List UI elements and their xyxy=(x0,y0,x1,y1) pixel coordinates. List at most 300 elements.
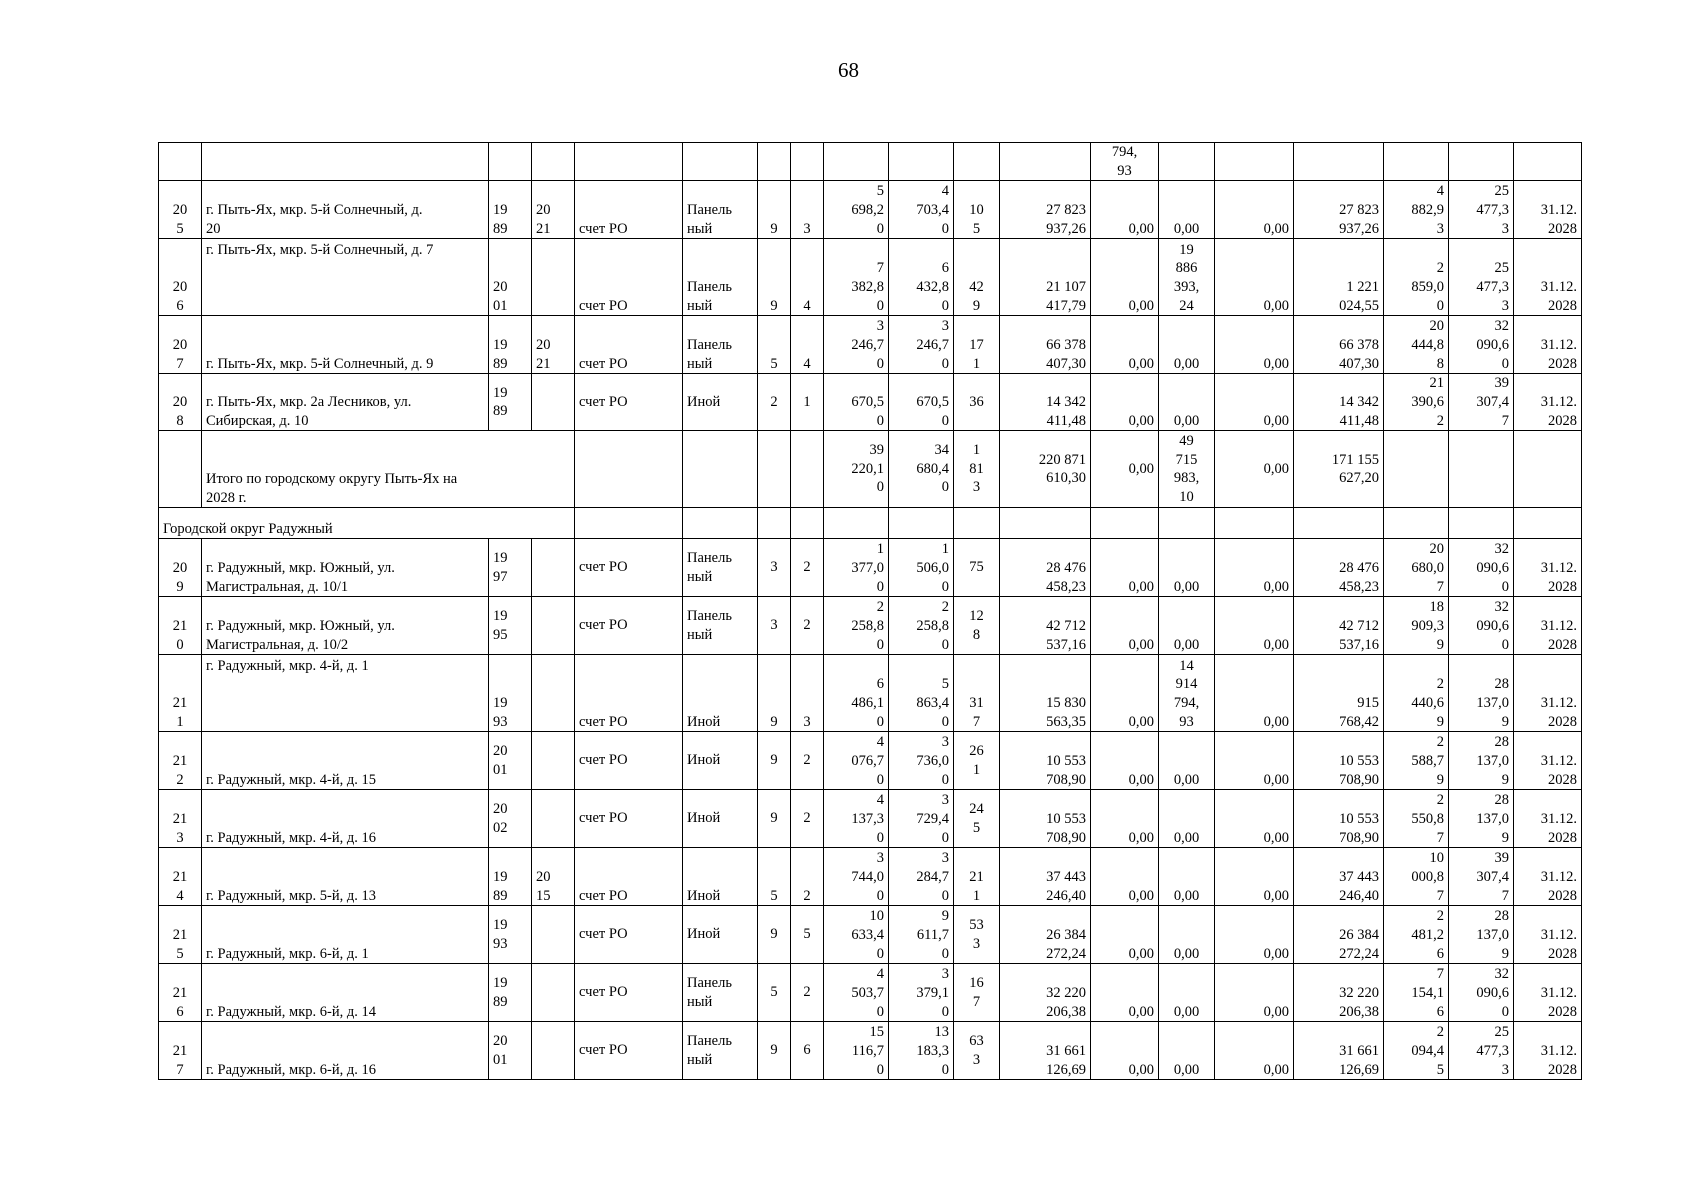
program-table xyxy=(158,142,1582,1080)
fund-source: счет РО xyxy=(575,181,683,239)
row-number: 20 5 xyxy=(159,181,202,239)
fund-source: счет РО xyxy=(575,790,683,848)
floors: 9 xyxy=(758,1022,791,1080)
cost-fund3: 0,00 xyxy=(1215,181,1294,239)
cost-fund1: 0,00 xyxy=(1091,1022,1159,1080)
residents: 17 1 xyxy=(954,316,1000,374)
table-row xyxy=(159,316,1582,374)
table-row xyxy=(159,143,1582,181)
fund-source: счет РО xyxy=(575,906,683,964)
completion-date: 31.12. 2028 xyxy=(1514,239,1582,316)
cost-fund1: 0,00 xyxy=(1091,316,1159,374)
unit-cost-limit: 28 137,0 9 xyxy=(1449,906,1514,964)
unit-cost: 4 882,9 3 xyxy=(1384,181,1449,239)
cost-fund3: 0,00 xyxy=(1215,906,1294,964)
fund-source: счет РО xyxy=(575,732,683,790)
year-built: 19 95 xyxy=(489,597,532,655)
cost-fund2: 0,00 xyxy=(1159,790,1215,848)
entrances: 2 xyxy=(791,848,824,906)
unit-cost-limit: 28 137,0 9 xyxy=(1449,655,1514,732)
empty-cell xyxy=(575,508,683,539)
row-number: 21 4 xyxy=(159,848,202,906)
fund-source: счет РО xyxy=(575,239,683,316)
total-cost: 21 107 417,79 xyxy=(1000,239,1091,316)
empty-cell xyxy=(1294,143,1384,181)
address-cell: г. Радужный, мкр. 6-й, д. 16 xyxy=(202,1022,489,1080)
residents: 12 8 xyxy=(954,597,1000,655)
residents: 16 7 xyxy=(954,964,1000,1022)
year-overhaul xyxy=(532,374,575,431)
row-number: 21 5 xyxy=(159,906,202,964)
entrances: 2 xyxy=(791,597,824,655)
empty-cell xyxy=(1449,508,1514,539)
cost-owners: 28 476 458,23 xyxy=(1294,539,1384,597)
year-built: 20 02 xyxy=(489,790,532,848)
total-area: 670,5 0 xyxy=(824,374,889,431)
wall-material: Иной xyxy=(683,374,758,431)
wall-material: Панель ный xyxy=(683,539,758,597)
empty-cell xyxy=(683,508,758,539)
table-row xyxy=(159,732,1582,790)
living-area: 3 284,7 0 xyxy=(889,848,954,906)
living-area: 13 183,3 0 xyxy=(889,1022,954,1080)
year-overhaul xyxy=(532,906,575,964)
unit-cost-limit: 28 137,0 9 xyxy=(1449,790,1514,848)
living-area: 4 703,4 0 xyxy=(889,181,954,239)
row-number: 20 7 xyxy=(159,316,202,374)
empty-cell xyxy=(1384,508,1449,539)
cost-fund1: 0,00 xyxy=(1091,374,1159,431)
floors: 5 xyxy=(758,316,791,374)
floors: 3 xyxy=(758,539,791,597)
year-overhaul xyxy=(532,539,575,597)
cost-fund2: 0,00 xyxy=(1159,539,1215,597)
year-overhaul: 20 21 xyxy=(532,181,575,239)
unit-cost-limit: 32 090,6 0 xyxy=(1449,316,1514,374)
total-area: 5 698,2 0 xyxy=(824,181,889,239)
fund-source: счет РО xyxy=(575,597,683,655)
residents: 31 7 xyxy=(954,655,1000,732)
table-row xyxy=(159,655,1582,732)
completion-date: 31.12. 2028 xyxy=(1514,655,1582,732)
wall-material: Панель ный xyxy=(683,964,758,1022)
wall-material: Иной xyxy=(683,906,758,964)
cost-owners: 66 378 407,30 xyxy=(1294,316,1384,374)
floors: 9 xyxy=(758,655,791,732)
cost-owners: 31 661 126,69 xyxy=(1294,1022,1384,1080)
cost-fund2: 0,00 xyxy=(1159,374,1215,431)
cell-cost-fund2: 794, 93 xyxy=(1091,143,1159,181)
living-area: 3 729,4 0 xyxy=(889,790,954,848)
entrances: 2 xyxy=(791,964,824,1022)
unit-cost: 2 094,4 5 xyxy=(1384,1022,1449,1080)
cost-owners: 1 221 024,55 xyxy=(1294,239,1384,316)
cost-fund2: 0,00 xyxy=(1159,906,1215,964)
unit-cost: 2 481,2 6 xyxy=(1384,906,1449,964)
table-row xyxy=(159,1022,1582,1080)
unit-cost: 20 680,0 7 xyxy=(1384,539,1449,597)
cost-fund3: 0,00 xyxy=(1215,1022,1294,1080)
address-cell: г. Пыть-Ях, мкр. 5-й Солнечный, д. 7 xyxy=(202,239,489,316)
residents: 63 3 xyxy=(954,1022,1000,1080)
residents: 42 9 xyxy=(954,239,1000,316)
year-built: 19 89 xyxy=(489,316,532,374)
entrances: 5 xyxy=(791,906,824,964)
total-cost: 220 871 610,30 xyxy=(1000,431,1091,508)
address-cell: г. Пыть-Ях, мкр. 5-й Солнечный, д. 9 xyxy=(202,316,489,374)
cost-fund1: 0,00 xyxy=(1091,181,1159,239)
wall-material: Иной xyxy=(683,655,758,732)
address-cell: г. Пыть-Ях, мкр. 2а Лесников, ул. Сибирская, д. 10 xyxy=(202,374,489,431)
address-cell: г. Радужный, мкр. Южный, ул. Магистральная, д. 10/2 xyxy=(202,597,489,655)
entrances: 2 xyxy=(791,790,824,848)
entrances: 3 xyxy=(791,181,824,239)
completion-date: 31.12. 2028 xyxy=(1514,732,1582,790)
cost-owners: 32 220 206,38 xyxy=(1294,964,1384,1022)
year-built: 20 01 xyxy=(489,732,532,790)
empty-cell xyxy=(1159,508,1215,539)
cost-owners: 171 155 627,20 xyxy=(1294,431,1384,508)
total-area: 7 382,8 0 xyxy=(824,239,889,316)
table-row xyxy=(159,790,1582,848)
empty-cell xyxy=(202,143,489,181)
empty-cell xyxy=(824,143,889,181)
cost-fund3: 0,00 xyxy=(1215,655,1294,732)
year-overhaul xyxy=(532,655,575,732)
residents: 53 3 xyxy=(954,906,1000,964)
total-area: 15 116,7 0 xyxy=(824,1022,889,1080)
entrances: 1 xyxy=(791,374,824,431)
empty-cell xyxy=(1449,143,1514,181)
table-row xyxy=(159,964,1582,1022)
wall-material: Иной xyxy=(683,848,758,906)
unit-cost: 2 550,8 7 xyxy=(1384,790,1449,848)
living-area: 9 611,7 0 xyxy=(889,906,954,964)
address-cell: г. Радужный, мкр. 6-й, д. 14 xyxy=(202,964,489,1022)
year-built: 20 01 xyxy=(489,239,532,316)
empty-cell xyxy=(1514,508,1582,539)
living-area: 3 379,1 0 xyxy=(889,964,954,1022)
total-area: 4 137,3 0 xyxy=(824,790,889,848)
empty-cell xyxy=(1159,143,1215,181)
unit-cost-limit: 32 090,6 0 xyxy=(1449,597,1514,655)
year-overhaul: 20 15 xyxy=(532,848,575,906)
cost-fund2: 0,00 xyxy=(1159,1022,1215,1080)
row-number: 20 6 xyxy=(159,239,202,316)
total-row xyxy=(159,431,1582,508)
empty-cell xyxy=(1091,508,1159,539)
floors: 9 xyxy=(758,906,791,964)
page-number: 68 xyxy=(838,58,859,82)
cost-owners: 915 768,42 xyxy=(1294,655,1384,732)
empty-cell xyxy=(1294,508,1384,539)
row-number: 21 0 xyxy=(159,597,202,655)
floors: 5 xyxy=(758,848,791,906)
empty-cell xyxy=(1000,143,1091,181)
total-area: 1 377,0 0 xyxy=(824,539,889,597)
wall-material: Панель ный xyxy=(683,597,758,655)
year-overhaul xyxy=(532,597,575,655)
floors: 9 xyxy=(758,181,791,239)
wall-material: Панель ный xyxy=(683,181,758,239)
cost-fund1: 0,00 xyxy=(1091,848,1159,906)
row-number: 20 9 xyxy=(159,539,202,597)
unit-cost-limit: 32 090,6 0 xyxy=(1449,539,1514,597)
wall-material: Иной xyxy=(683,790,758,848)
empty-cell xyxy=(1514,431,1582,508)
unit-cost-limit: 25 477,3 3 xyxy=(1449,239,1514,316)
total-area: 3 246,7 0 xyxy=(824,316,889,374)
cost-owners: 26 384 272,24 xyxy=(1294,906,1384,964)
wall-material: Панель ный xyxy=(683,1022,758,1080)
cost-fund1: 0,00 xyxy=(1091,431,1159,508)
cost-fund2: 0,00 xyxy=(1159,964,1215,1022)
cost-fund2: 49 715 983, 10 xyxy=(1159,431,1215,508)
residents: 36 xyxy=(954,374,1000,431)
year-built: 19 93 xyxy=(489,906,532,964)
cost-owners: 14 342 411,48 xyxy=(1294,374,1384,431)
row-number: 20 8 xyxy=(159,374,202,431)
year-overhaul xyxy=(532,732,575,790)
total-cost: 14 342 411,48 xyxy=(1000,374,1091,431)
cost-owners: 42 712 537,16 xyxy=(1294,597,1384,655)
empty-cell xyxy=(1384,143,1449,181)
fund-source: счет РО xyxy=(575,964,683,1022)
fund-source: счет РО xyxy=(575,316,683,374)
empty-cell xyxy=(1000,508,1091,539)
cost-fund2: 0,00 xyxy=(1159,848,1215,906)
unit-cost: 2 859,0 0 xyxy=(1384,239,1449,316)
table-row xyxy=(159,239,1582,316)
empty-cell xyxy=(1215,508,1294,539)
total-cost: 28 476 458,23 xyxy=(1000,539,1091,597)
empty-cell xyxy=(954,508,1000,539)
completion-date: 31.12. 2028 xyxy=(1514,906,1582,964)
entrances: 2 xyxy=(791,539,824,597)
empty-cell xyxy=(575,143,683,181)
entrances: 2 xyxy=(791,732,824,790)
total-area: 4 503,7 0 xyxy=(824,964,889,1022)
total-area: 2 258,8 0 xyxy=(824,597,889,655)
floors: 9 xyxy=(758,239,791,316)
completion-date: 31.12. 2028 xyxy=(1514,539,1582,597)
total-cost: 37 443 246,40 xyxy=(1000,848,1091,906)
cost-fund2: 0,00 xyxy=(1159,597,1215,655)
wall-material: Панель ный xyxy=(683,239,758,316)
section-title: Городской округ Радужный xyxy=(159,508,575,539)
empty-cell xyxy=(1384,431,1449,508)
unit-cost: 18 909,3 9 xyxy=(1384,597,1449,655)
address-cell: г. Радужный, мкр. 6-й, д. 1 xyxy=(202,906,489,964)
row-number: 21 3 xyxy=(159,790,202,848)
empty-cell xyxy=(489,143,532,181)
cost-fund1: 0,00 xyxy=(1091,597,1159,655)
wall-material: Иной xyxy=(683,732,758,790)
cost-fund3: 0,00 xyxy=(1215,316,1294,374)
entrances: 6 xyxy=(791,1022,824,1080)
living-area: 5 863,4 0 xyxy=(889,655,954,732)
year-built: 20 01 xyxy=(489,1022,532,1080)
row-number: 21 2 xyxy=(159,732,202,790)
total-cost: 32 220 206,38 xyxy=(1000,964,1091,1022)
unit-cost-limit: 32 090,6 0 xyxy=(1449,964,1514,1022)
cost-fund1: 0,00 xyxy=(1091,964,1159,1022)
empty-cell xyxy=(575,431,683,508)
row-number: 21 1 xyxy=(159,655,202,732)
wall-material: Панель ный xyxy=(683,316,758,374)
residents: 75 xyxy=(954,539,1000,597)
unit-cost-limit: 28 137,0 9 xyxy=(1449,732,1514,790)
year-built: 19 89 xyxy=(489,848,532,906)
year-overhaul xyxy=(532,1022,575,1080)
living-area: 2 258,8 0 xyxy=(889,597,954,655)
fund-source: счет РО xyxy=(575,1022,683,1080)
cost-fund1: 0,00 xyxy=(1091,539,1159,597)
cost-fund3: 0,00 xyxy=(1215,964,1294,1022)
year-built: 19 93 xyxy=(489,655,532,732)
unit-cost: 21 390,6 2 xyxy=(1384,374,1449,431)
total-cost: 66 378 407,30 xyxy=(1000,316,1091,374)
residents: 26 1 xyxy=(954,732,1000,790)
fund-source: счет РО xyxy=(575,539,683,597)
living-area: 3 246,7 0 xyxy=(889,316,954,374)
unit-cost-limit: 25 477,3 3 xyxy=(1449,1022,1514,1080)
total-cost: 42 712 537,16 xyxy=(1000,597,1091,655)
empty-cell xyxy=(1514,143,1582,181)
year-overhaul: 20 21 xyxy=(532,316,575,374)
address-cell: г. Радужный, мкр. 4-й, д. 1 xyxy=(202,655,489,732)
residents: 10 5 xyxy=(954,181,1000,239)
empty-cell xyxy=(1449,431,1514,508)
table-row xyxy=(159,181,1582,239)
cost-fund2: 0,00 xyxy=(1159,732,1215,790)
floors: 9 xyxy=(758,732,791,790)
total-cost: 31 661 126,69 xyxy=(1000,1022,1091,1080)
total-area: 4 076,7 0 xyxy=(824,732,889,790)
empty-cell xyxy=(1215,143,1294,181)
address-cell: г. Радужный, мкр. 5-й, д. 13 xyxy=(202,848,489,906)
address-cell: г. Радужный, мкр. Южный, ул. Магистральная, д. 10/1 xyxy=(202,539,489,597)
unit-cost-limit: 39 307,4 7 xyxy=(1449,848,1514,906)
table-row xyxy=(159,848,1582,906)
empty-cell xyxy=(791,508,824,539)
cost-fund2: 14 914 794, 93 xyxy=(1159,655,1215,732)
unit-cost: 2 440,6 9 xyxy=(1384,655,1449,732)
completion-date: 31.12. 2028 xyxy=(1514,316,1582,374)
total-area: 3 744,0 0 xyxy=(824,848,889,906)
completion-date: 31.12. 2028 xyxy=(1514,181,1582,239)
unit-cost-limit: 25 477,3 3 xyxy=(1449,181,1514,239)
row-number: 21 7 xyxy=(159,1022,202,1080)
address-cell: г. Пыть-Ях, мкр. 5-й Солнечный, д. 20 xyxy=(202,181,489,239)
year-built: 19 89 xyxy=(489,374,532,431)
unit-cost: 10 000,8 7 xyxy=(1384,848,1449,906)
empty-cell xyxy=(791,143,824,181)
table-row xyxy=(159,374,1582,431)
fund-source: счет РО xyxy=(575,655,683,732)
cost-fund3: 0,00 xyxy=(1215,790,1294,848)
year-built: 19 89 xyxy=(489,964,532,1022)
empty-cell xyxy=(758,431,791,508)
living-area: 3 736,0 0 xyxy=(889,732,954,790)
completion-date: 31.12. 2028 xyxy=(1514,848,1582,906)
living-area: 670,5 0 xyxy=(889,374,954,431)
year-built: 19 89 xyxy=(489,181,532,239)
section-header-row xyxy=(159,508,1582,539)
total-label: Итого по городскому округу Пыть-Ях на 2028 г. xyxy=(202,431,575,508)
year-built: 19 97 xyxy=(489,539,532,597)
empty-cell xyxy=(758,508,791,539)
completion-date: 31.12. 2028 xyxy=(1514,1022,1582,1080)
unit-cost: 20 444,8 8 xyxy=(1384,316,1449,374)
floors: 5 xyxy=(758,964,791,1022)
floors: 9 xyxy=(758,790,791,848)
empty-cell xyxy=(683,431,758,508)
table-row xyxy=(159,906,1582,964)
completion-date: 31.12. 2028 xyxy=(1514,374,1582,431)
completion-date: 31.12. 2028 xyxy=(1514,597,1582,655)
cost-fund3: 0,00 xyxy=(1215,431,1294,508)
unit-cost-limit: 39 307,4 7 xyxy=(1449,374,1514,431)
year-overhaul xyxy=(532,790,575,848)
cost-fund3: 0,00 xyxy=(1215,597,1294,655)
fund-source: счет РО xyxy=(575,848,683,906)
table-row xyxy=(159,539,1582,597)
cost-fund1: 0,00 xyxy=(1091,239,1159,316)
row-number: 21 6 xyxy=(159,964,202,1022)
cost-fund3: 0,00 xyxy=(1215,374,1294,431)
empty-cell xyxy=(791,431,824,508)
fund-source: счет РО xyxy=(575,374,683,431)
total-cost: 10 553 708,90 xyxy=(1000,790,1091,848)
total-cost: 26 384 272,24 xyxy=(1000,906,1091,964)
total-area: 10 633,4 0 xyxy=(824,906,889,964)
address-cell: г. Радужный, мкр. 4-й, д. 15 xyxy=(202,732,489,790)
empty-cell xyxy=(889,508,954,539)
total-area: 39 220,1 0 xyxy=(824,431,889,508)
cost-fund1: 0,00 xyxy=(1091,732,1159,790)
total-area: 6 486,1 0 xyxy=(824,655,889,732)
entrances: 4 xyxy=(791,239,824,316)
cost-fund3: 0,00 xyxy=(1215,848,1294,906)
table-body xyxy=(159,143,1582,1080)
living-area: 1 506,0 0 xyxy=(889,539,954,597)
cost-fund3: 0,00 xyxy=(1215,732,1294,790)
table-row xyxy=(159,597,1582,655)
empty-cell xyxy=(889,143,954,181)
cost-fund2: 0,00 xyxy=(1159,181,1215,239)
floors: 2 xyxy=(758,374,791,431)
unit-cost: 2 588,7 9 xyxy=(1384,732,1449,790)
living-area: 6 432,8 0 xyxy=(889,239,954,316)
floors: 3 xyxy=(758,597,791,655)
residents: 21 1 xyxy=(954,848,1000,906)
cost-owners: 27 823 937,26 xyxy=(1294,181,1384,239)
cost-fund1: 0,00 xyxy=(1091,906,1159,964)
total-cost: 15 830 563,35 xyxy=(1000,655,1091,732)
empty-cell xyxy=(683,143,758,181)
unit-cost: 7 154,1 6 xyxy=(1384,964,1449,1022)
cost-owners: 37 443 246,40 xyxy=(1294,848,1384,906)
total-cost: 27 823 937,26 xyxy=(1000,181,1091,239)
cost-fund1: 0,00 xyxy=(1091,655,1159,732)
cost-fund3: 0,00 xyxy=(1215,539,1294,597)
address-cell: г. Радужный, мкр. 4-й, д. 16 xyxy=(202,790,489,848)
year-overhaul xyxy=(532,239,575,316)
cost-owners: 10 553 708,90 xyxy=(1294,790,1384,848)
empty-cell xyxy=(159,431,202,508)
cost-fund3: 0,00 xyxy=(1215,239,1294,316)
